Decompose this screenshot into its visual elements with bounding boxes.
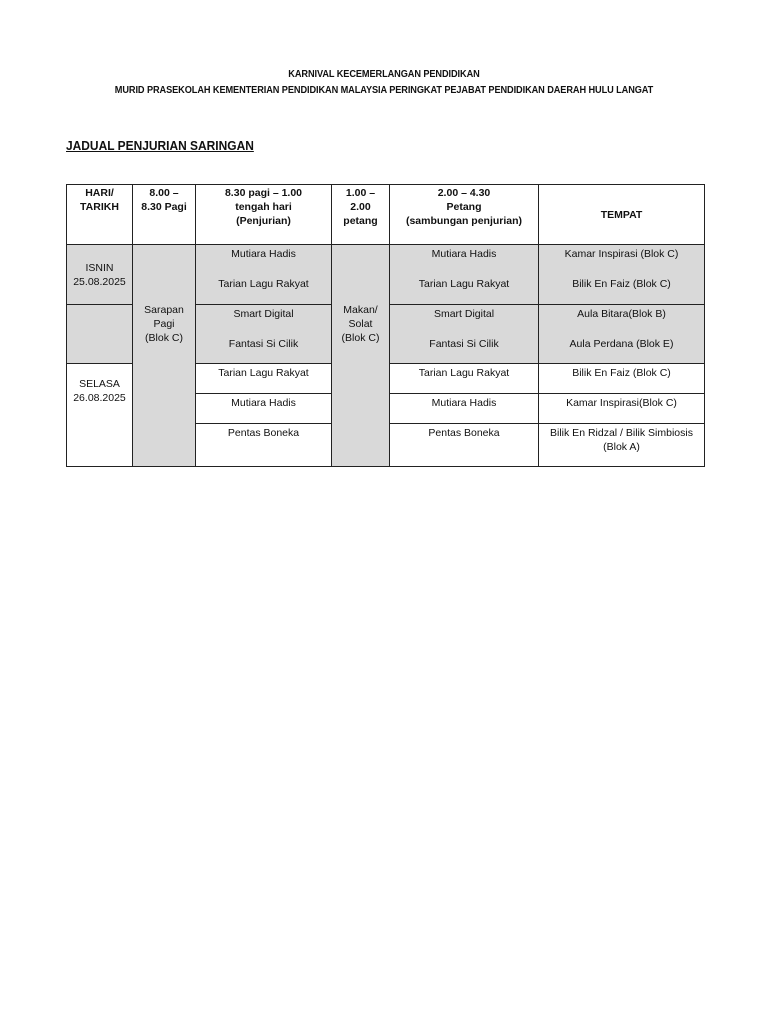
header-text: (Penjurian): [236, 215, 291, 227]
event-name: Tarian Lagu Rakyat: [218, 367, 309, 379]
place-name: Bilik En Faiz (Blok C): [572, 367, 671, 379]
place-name: Bilik En Ridzal / Bilik Simbiosis: [550, 427, 693, 439]
day-date: 25.08.2025: [73, 276, 126, 288]
document-title: JADUAL PENJURIAN SARINGAN: [66, 138, 254, 153]
day-cell-monday: [67, 245, 133, 305]
place-name: Kamar Inspirasi (Blok C): [564, 248, 679, 260]
morning-cell: [196, 245, 332, 305]
header-text: TEMPAT: [600, 208, 643, 221]
event-name: Smart Digital: [433, 308, 495, 320]
place-cell: [539, 245, 705, 305]
place-cell: [539, 424, 705, 467]
event-name: Fantasi Si Cilik: [429, 338, 499, 350]
schedule-table: [66, 184, 705, 467]
place-cell: [539, 305, 705, 364]
event-name: Tarian Lagu Rakyat: [218, 278, 309, 290]
place-cell: [539, 394, 705, 424]
header-text: Petang: [446, 201, 482, 213]
event-name: Mutiara Hadis: [431, 397, 497, 409]
header-text: 8.30 Pagi: [141, 201, 187, 213]
breakfast-text: Sarapan: [144, 304, 184, 316]
header-text: HARI/: [85, 187, 114, 199]
header-line-1: KARNIVAL KECEMERLANGAN PENDIDIKAN: [288, 69, 480, 80]
event-name: Fantasi Si Cilik: [228, 338, 299, 350]
lunch-text: Solat: [348, 318, 373, 330]
afternoon-cell: [390, 424, 539, 467]
day-date: 26.08.2025: [73, 392, 126, 404]
day-cell-tuesday: [67, 364, 133, 467]
event-name: Smart Digital: [233, 308, 294, 320]
event-name: Mutiara Hadis: [231, 397, 296, 409]
event-name: Mutiara Hadis: [431, 248, 497, 260]
table-header-row: [67, 185, 705, 245]
table-row: [67, 245, 705, 305]
place-name-block: (Blok A): [603, 441, 640, 453]
lunch-text: (Blok C): [341, 332, 380, 344]
afternoon-cell: [390, 394, 539, 424]
day-name: ISNIN: [85, 262, 114, 274]
day-cell-monday-cont: [67, 305, 133, 364]
col-header-morning-session: [196, 185, 332, 245]
place-name: Aula Perdana (Blok E): [569, 338, 674, 350]
event-name: Pentas Boneka: [227, 427, 300, 439]
col-header-place: [539, 185, 705, 245]
col-header-lunch-time: [332, 185, 390, 245]
event-name: Tarian Lagu Rakyat: [418, 278, 510, 290]
lunch-text: Makan/: [343, 304, 378, 316]
morning-cell: [196, 305, 332, 364]
header-text: 8.30 pagi – 1.00: [224, 187, 303, 199]
morning-cell: [196, 364, 332, 394]
morning-cell: [196, 424, 332, 467]
header-line-2: MURID PRASEKOLAH KEMENTERIAN PENDIDIKAN MALAYSIA PERINGKAT PEJABAT PENDIDIKAN DAERAH HULU LANGAT: [114, 85, 654, 96]
header-text: petang: [343, 215, 378, 227]
breakfast-text: Pagi: [153, 318, 175, 330]
header-text: TARIKH: [80, 201, 119, 213]
place-name: Kamar Inspirasi(Blok C): [566, 397, 677, 409]
day-name: SELASA: [79, 378, 120, 390]
col-header-afternoon-session: [390, 185, 539, 245]
afternoon-cell: [390, 245, 539, 305]
header-text: 2.00: [350, 201, 371, 213]
event-name: Mutiara Hadis: [231, 248, 296, 260]
afternoon-cell: [390, 305, 539, 364]
breakfast-text: (Blok C): [145, 332, 183, 344]
event-name: Pentas Boneka: [428, 427, 500, 439]
header-text: tengah hari: [235, 201, 292, 213]
header-text: 8.00 –: [149, 187, 179, 199]
col-header-day: [67, 185, 133, 245]
place-name: Aula Bitara(Blok B): [577, 308, 666, 320]
place-cell: [539, 364, 705, 394]
afternoon-cell: [390, 364, 539, 394]
place-name: Bilik En Faiz (Blok C): [572, 278, 671, 290]
header-text: 2.00 – 4.30: [437, 187, 491, 199]
header-text: (sambungan penjurian): [405, 215, 523, 227]
breakfast-cell: [133, 245, 196, 467]
header-text: 1.00 –: [345, 187, 376, 199]
lunch-cell: [332, 245, 390, 467]
morning-cell: [196, 394, 332, 424]
col-header-breakfast-time: [133, 185, 196, 245]
event-name: Tarian Lagu Rakyat: [418, 367, 510, 379]
